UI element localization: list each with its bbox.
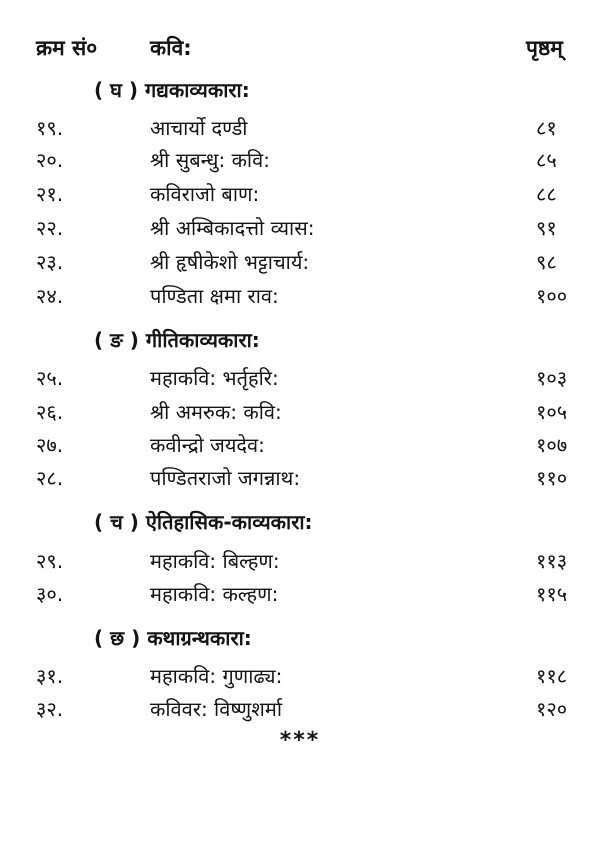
entry-page: ११० — [536, 466, 568, 490]
entry-number: २२. — [36, 216, 64, 240]
toc-row — [0, 662, 600, 692]
header-serial-label: क्रम सं० — [36, 36, 98, 60]
toc-row — [0, 180, 600, 210]
entry-number: २७. — [36, 433, 64, 457]
entry-poet: पण्डितराजो जगन्नाथ: — [150, 466, 301, 490]
toc-row — [0, 547, 600, 577]
toc-row — [0, 464, 600, 494]
entry-poet: कविराजो बाण: — [150, 182, 260, 206]
entry-page: ८५ — [536, 148, 557, 172]
toc-row — [0, 282, 600, 312]
entry-page: ८८ — [536, 182, 557, 206]
entry-number: २९. — [36, 549, 64, 573]
entry-number: २१. — [36, 182, 64, 206]
entry-page: ११३ — [536, 549, 568, 573]
toc-row — [0, 248, 600, 278]
entry-number: २०. — [36, 148, 64, 172]
entry-poet: श्री हृषीकेशो भट्टाचार्य: — [150, 250, 310, 274]
entry-page: ८१ — [536, 116, 557, 140]
entry-page: १०० — [536, 284, 568, 308]
entry-poet: श्री अम्बिकादत्तो व्यास: — [150, 216, 315, 240]
entry-number: २३. — [36, 250, 64, 274]
section-heading: ( छ ) कथाग्रन्थकारा: — [94, 626, 252, 650]
entry-poet: महाकवि: गुणाढ्य: — [150, 664, 283, 688]
section-heading: ( ङ ) गीतिकाव्यकारा: — [94, 328, 260, 352]
toc-row — [0, 580, 600, 610]
section-heading: ( च ) ऐतिहासिक-काव्यकारा: — [94, 510, 313, 534]
entry-number: ३०. — [36, 582, 64, 606]
entry-poet: आचार्यो दण्डी — [150, 116, 248, 140]
entry-poet: महाकवि: कल्हण: — [150, 582, 279, 606]
entry-page: ९८ — [536, 250, 557, 274]
toc-row — [0, 431, 600, 461]
entry-poet: कवीन्द्रो जयदेव: — [150, 433, 265, 457]
entry-page: १०५ — [536, 400, 568, 424]
toc-row — [0, 114, 600, 144]
entry-page: ९१ — [536, 216, 557, 240]
entry-page: १२० — [536, 697, 568, 721]
header-poet-label: कवि: — [150, 36, 192, 60]
entry-poet: श्री अमरुक: कवि: — [150, 400, 282, 424]
entry-number: ३२. — [36, 697, 64, 721]
entry-poet: पण्डिता क्षमा राव: — [150, 284, 279, 308]
entry-poet: श्री सुबन्धु: कवि: — [150, 148, 270, 172]
entry-number: ३१. — [36, 664, 64, 688]
entry-number: २६. — [36, 400, 64, 424]
entry-page: ११५ — [536, 582, 568, 606]
toc-row — [0, 364, 600, 394]
entry-number: १९. — [36, 116, 64, 140]
entry-page: १०३ — [536, 366, 568, 390]
toc-row — [0, 695, 600, 725]
toc-row — [0, 214, 600, 244]
header-page-label: पृष्ठम् — [526, 36, 563, 60]
toc-row — [0, 146, 600, 176]
section-heading: ( घ ) गद्यकाव्यकारा: — [94, 78, 250, 102]
entry-page: ११८ — [536, 664, 568, 688]
entry-poet: महाकवि: भर्तृहरि: — [150, 366, 279, 390]
end-ornament: *** — [279, 728, 321, 753]
entry-poet: कविवर: विष्णुशर्मा — [150, 697, 282, 721]
entry-number: २५. — [36, 366, 64, 390]
toc-row — [0, 398, 600, 428]
entry-number: २४. — [36, 284, 64, 308]
entry-poet: महाकवि: बिल्हण: — [150, 549, 280, 573]
entry-number: २८. — [36, 466, 64, 490]
entry-page: १०७ — [536, 433, 568, 457]
